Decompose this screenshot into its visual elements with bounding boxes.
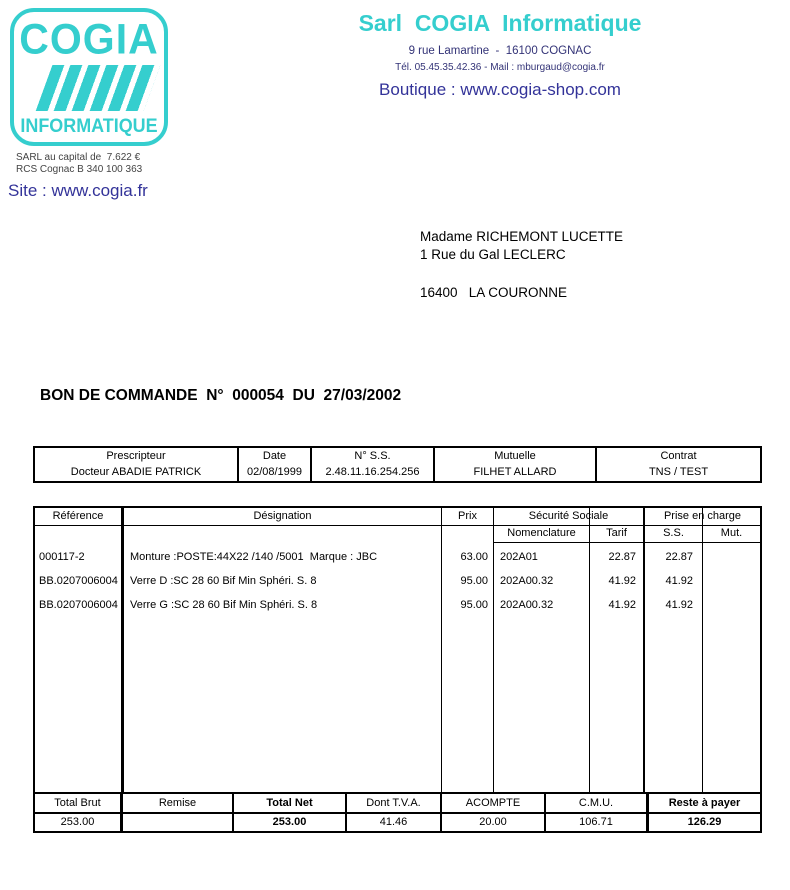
logo-informatique-text: INFORMATIQUE	[20, 115, 158, 137]
date-value: 02/08/1999	[246, 466, 303, 478]
recipient-city: 16400 LA COURONNE	[420, 285, 568, 300]
mutuelle-value: FILHET ALLARD	[473, 466, 557, 478]
item-reference: BB.0207006004	[39, 599, 118, 611]
totals-header-divider	[35, 812, 760, 814]
col-header-date: Date	[262, 450, 287, 462]
logo-cogia-text: COGIA	[19, 14, 159, 64]
logo-stripes-graphic	[36, 65, 161, 111]
recipient-street: 1 Rue du Gal LECLERC	[420, 247, 566, 262]
reste-a-payer-value: 126.29	[687, 816, 722, 828]
col-header-designation: Désignation	[253, 510, 312, 522]
acompte-value: 20.00	[479, 816, 507, 828]
col-header-total-brut: Total Brut	[54, 797, 101, 809]
total-brut-value: 253.00	[60, 816, 95, 828]
col-header-prescripteur: Prescripteur	[106, 450, 166, 462]
item-designation: Verre D :SC 28 60 Bif Min Sphéri. S. 8	[130, 575, 317, 587]
cogia-logo	[10, 8, 168, 146]
dont-tva-value: 41.46	[379, 816, 408, 828]
item-designation: Verre G :SC 28 60 Bif Min Sphéri. S. 8	[130, 599, 318, 611]
contrat-value: TNS / TEST	[648, 466, 709, 478]
col-header-prise-en-charge: Prise en charge	[663, 510, 742, 522]
company-capital: SARL au capital de 7.622 €	[16, 152, 141, 163]
item-prix: 63.00	[460, 551, 488, 563]
col-header-reste-a-payer: Reste à payer	[668, 797, 741, 809]
item-nomenclature: 202A01	[500, 551, 538, 563]
item-tarif: 41.92	[608, 599, 636, 611]
col-header-acompte: ACOMPTE	[465, 797, 521, 809]
item-nomenclature: 202A00.32	[500, 575, 554, 587]
col-header-dont-tva: Dont T.V.A.	[366, 797, 421, 809]
item-ss: 41.92	[665, 575, 693, 587]
col-header-reference: Référence	[52, 510, 104, 522]
item-tarif: 41.92	[608, 575, 636, 587]
totals-table	[33, 792, 762, 833]
company-shop-link: Boutique : www.cogia-shop.com	[379, 80, 621, 99]
company-legal-block	[16, 152, 142, 176]
company-header-title: Sarl COGIA Informatique	[358, 10, 642, 36]
col-header-nomenclature: Nomenclature	[507, 527, 576, 539]
prescription-table	[33, 446, 762, 483]
company-header-address: 9 rue Lamartine - 16100 COGNAC	[408, 45, 592, 57]
col-header-contrat: Contrat	[660, 450, 697, 462]
remise-value	[123, 816, 232, 830]
col-header-prix: Prix	[458, 510, 477, 522]
header-divider	[35, 525, 760, 526]
item-ss: 41.92	[665, 599, 693, 611]
cmu-value: 106.71	[579, 816, 613, 828]
col-header-mut: Mut.	[720, 527, 743, 539]
company-site-link: Site : www.cogia.fr	[8, 181, 148, 200]
subheader-divider	[494, 542, 760, 543]
col-header-mutuelle: Mutuelle	[494, 450, 536, 462]
col-header-cmu: C.M.U.	[578, 797, 614, 809]
item-reference: 000117-2	[39, 551, 85, 563]
item-row	[35, 570, 760, 594]
item-prix: 95.00	[460, 599, 488, 611]
item-reference: BB.0207006004	[39, 575, 118, 587]
col-header-total-net: Total Net	[266, 797, 313, 809]
company-header-contact: Tél. 05.45.35.42.36 - Mail : mburgaud@cogia.fr	[395, 62, 605, 73]
item-nomenclature: 202A00.32	[500, 599, 554, 611]
total-net-value: 253.00	[272, 816, 307, 828]
recipient-name: Madame RICHEMONT LUCETTE	[420, 229, 624, 244]
col-header-ss: S.S.	[663, 527, 684, 539]
item-prix: 95.00	[460, 575, 488, 587]
col-header-nss: N° S.S.	[354, 450, 391, 462]
col-header-remise: Remise	[158, 797, 197, 809]
nss-value: 2.48.11.16.254.256	[325, 466, 420, 478]
item-row	[35, 594, 760, 618]
item-designation: Monture :POSTE:44X22 /140 /5001 Marque : JBC	[130, 551, 378, 563]
item-ss: 22.87	[665, 551, 693, 563]
col-header-tarif: Tarif	[606, 527, 627, 539]
order-title: BON DE COMMANDE N° 000054 DU 27/03/2002	[40, 387, 402, 404]
company-rcs: RCS Cognac B 340 100 363	[16, 164, 143, 175]
item-tarif: 22.87	[608, 551, 636, 563]
prescripteur-value: Docteur ABADIE PATRICK	[70, 466, 202, 478]
items-table	[33, 506, 762, 792]
item-row	[35, 546, 760, 570]
col-header-securite-sociale: Sécurité Sociale	[528, 510, 609, 522]
